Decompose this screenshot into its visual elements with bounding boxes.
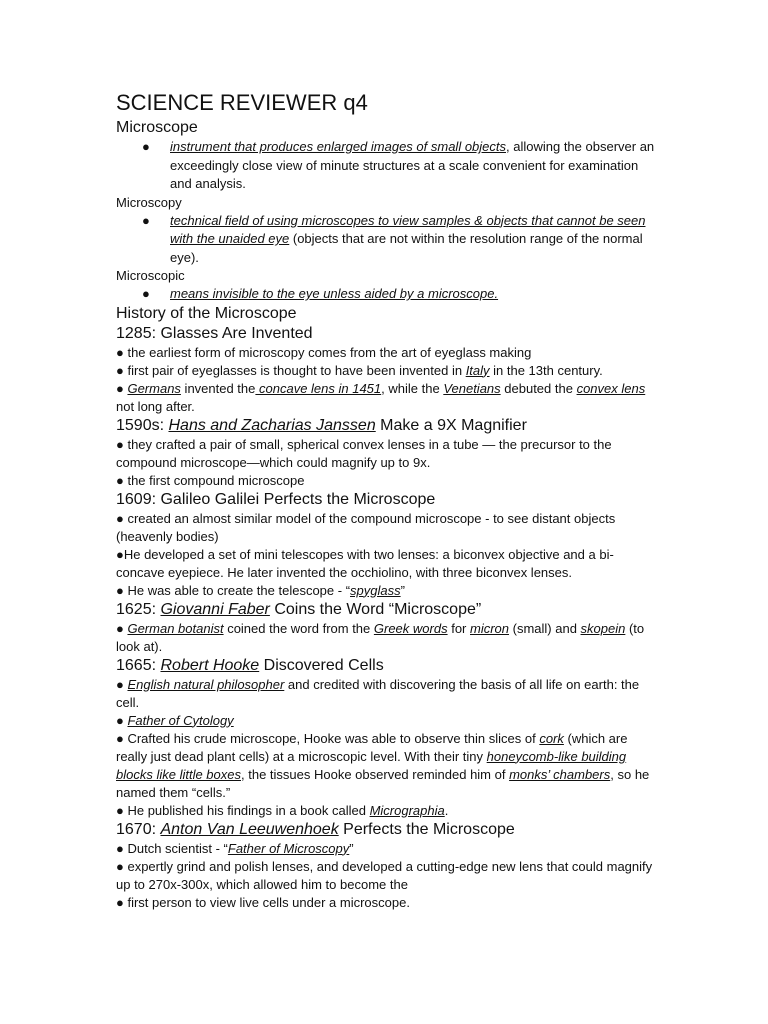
link-skopein[interactable]: skopein: [580, 620, 626, 636]
microscopic-def-link[interactable]: means invisible to the eye unless aided by a microscope.: [170, 286, 499, 301]
heading-microscopy: Microscopy: [116, 194, 182, 210]
link-germans[interactable]: Germans: [127, 380, 181, 396]
heading-microscopic: Microscopic: [116, 268, 185, 283]
heading-history: History of the Microscope: [116, 304, 297, 322]
list-item: ● He was able to create the telescope - “spyglass”: [116, 582, 405, 598]
microscopic-definition: [116, 285, 656, 304]
link-leeuwenhoek[interactable]: Anton Van Leeuwenhoek: [160, 820, 339, 838]
list-item: ● the earliest form of microscopy comes from the art of eyeglass making: [116, 344, 532, 360]
bullet-icon: ●: [142, 139, 150, 154]
list-item: ● Dutch scientist - “Father of Microscopy”: [116, 840, 354, 856]
link-robert-hooke[interactable]: Robert Hooke: [160, 656, 260, 674]
list-item: ● Father of Cytology: [116, 712, 234, 728]
list-item: ● the first compound microscope: [116, 472, 305, 488]
link-english-natural-philosopher[interactable]: English natural philosopher: [127, 676, 285, 692]
bullet-icon: ●: [142, 212, 150, 228]
link-cork[interactable]: cork: [539, 730, 564, 746]
list-item: ● Germans invented the concave lens in 1451, while the Venetians debuted the convex lens not long after.: [116, 380, 646, 414]
heading-microscope: Microscope: [116, 119, 198, 136]
link-spyglass[interactable]: spyglass: [350, 582, 401, 598]
link-italy[interactable]: Italy: [465, 362, 490, 378]
heading-1590s: 1590s: Hans and Zacharias Janssen Make a 9X Magnifier: [116, 416, 527, 434]
link-convex-lens[interactable]: convex lens: [576, 380, 646, 396]
list-item: ● expertly grind and polish lenses, and developed a cutting-edge new lens that could magnify up to 270x-300x, which allowed him to become the: [116, 858, 653, 892]
list-item: ● first person to view live cells under a microscope.: [116, 894, 410, 910]
document-page: [116, 88, 656, 912]
microscopy-definition: ● technical field of using microscopes to view samples & objects that cannot be seen with the unaided eye (objects that are not within the resolution range of the normal eye).: [142, 212, 646, 265]
link-micron[interactable]: micron: [470, 620, 510, 636]
link-venetians[interactable]: Venetians: [443, 380, 501, 396]
microscopy-def-link[interactable]: technical field of using microscopes to view samples & objects that cannot be seen with the unaided eye: [170, 212, 646, 246]
link-honeycomb[interactable]: honeycomb-like building blocks like little boxes: [116, 748, 627, 782]
heading-1665: 1665: Robert Hooke Discovered Cells: [116, 656, 384, 674]
link-concave-lens[interactable]: concave lens in 1451: [255, 380, 382, 396]
microscope-def-link[interactable]: instrument that produces enlarged images of small objects: [170, 139, 507, 154]
list-item: ● created an almost similar model of the compound microscope - to see distant objects (heavenly bodies): [116, 510, 616, 544]
heading-1285: 1285: Glasses Are Invented: [116, 324, 313, 342]
heading-1625: 1625: Giovanni Faber Coins the Word “Microscope”: [116, 600, 482, 618]
document-title: SCIENCE REVIEWER q4: [116, 90, 368, 115]
link-father-of-microscopy[interactable]: Father of Microscopy: [227, 840, 350, 856]
link-german-botanist[interactable]: German botanist: [127, 620, 224, 636]
list-item: ●He developed a set of mini telescopes with two lenses: a biconvex objective and a bi-concave eyepiece. He later invented the occhiolino, with three biconvex lenses.: [116, 546, 614, 580]
microscope-definition: ● instrument that produces enlarged images of small objects, allowing the observer an exceedingly close view of minute structures at a scale convenient for examination and analysis.: [142, 139, 655, 191]
list-item: ● German botanist coined the word from the Greek words for micron (small) and skopein (to look at).: [116, 620, 645, 654]
link-greek-words[interactable]: Greek words: [373, 620, 448, 636]
link-monks-chambers[interactable]: monks’ chambers: [509, 766, 611, 782]
list-item: ● they crafted a pair of small, spherical convex lenses in a tube — the precursor to the compound microscope—which could magnify up to 9x.: [116, 436, 612, 470]
heading-1670: 1670: Anton Van Leeuwenhoek Perfects the Microscope: [116, 820, 515, 838]
link-father-of-cytology[interactable]: Father of Cytology: [127, 712, 234, 728]
heading-1609: 1609: Galileo Galilei Perfects the Microscope: [116, 490, 436, 508]
link-micrographia[interactable]: Micrographia: [369, 802, 445, 818]
link-janssen[interactable]: Hans and Zacharias Janssen: [168, 416, 376, 434]
list-item: ● He published his findings in a book called Micrographia.: [116, 802, 449, 818]
list-item: ● Crafted his crude microscope, Hooke was able to observe thin slices of cork (which are really just dead plant cells) at a microscopic level. With their tiny honeycomb-like building blocks like little boxes, the tissues Hooke observed reminded him of monks’ chambers, so he named them “cells.”: [116, 730, 650, 800]
list-item: ● first pair of eyeglasses is thought to have been invented in Italy in the 13th century.: [116, 362, 603, 378]
link-giovanni-faber[interactable]: Giovanni Faber: [160, 600, 270, 618]
list-item: ● English natural philosopher and credited with discovering the basis of all life on earth: the cell.: [116, 676, 640, 710]
bullet-icon: ●: [142, 286, 150, 301]
